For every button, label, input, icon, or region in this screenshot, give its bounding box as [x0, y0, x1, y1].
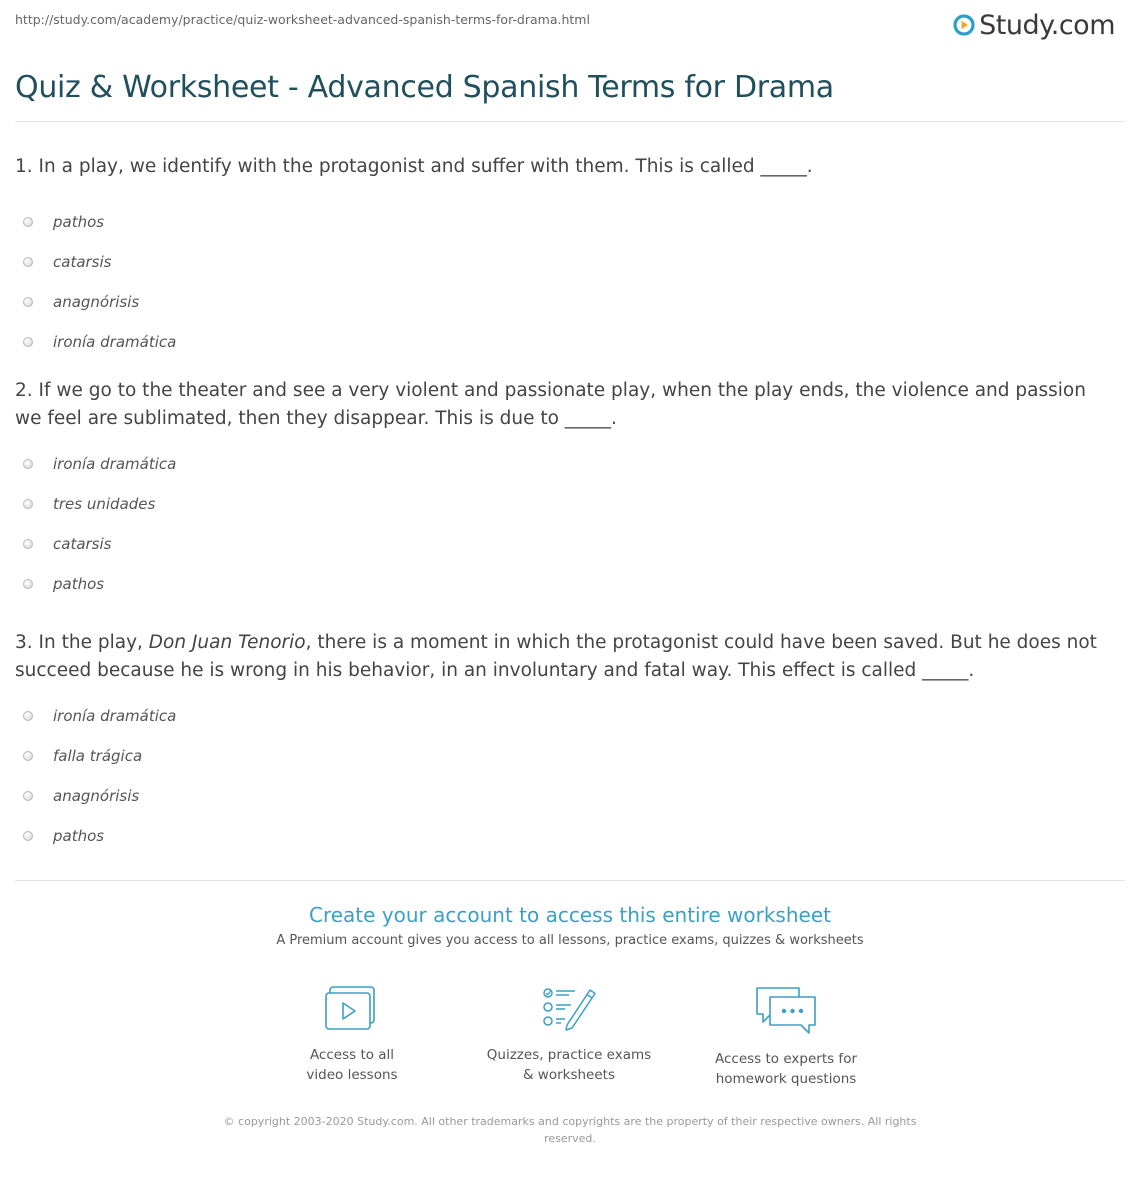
study-logo[interactable] [953, 8, 1115, 42]
feature-label: Access to experts for homework questions [714, 1051, 857, 1087]
question-text [15, 153, 1110, 181]
feature-quizzes [469, 985, 669, 1085]
radio-button[interactable] [23, 337, 33, 347]
radio-button[interactable] [23, 831, 33, 841]
radio-button[interactable] [23, 459, 33, 469]
answer-choice[interactable] [15, 736, 1110, 776]
answer-choice[interactable] [15, 816, 1110, 856]
logo-text: Study.com [979, 9, 1115, 41]
quiz-checklist-icon [541, 985, 597, 1033]
answer-choice[interactable] [15, 444, 1110, 484]
cta-subtitle: A Premium account gives you access to all lessons, practice exams, quizzes & worksheets [276, 933, 864, 948]
answer-choices [15, 444, 1110, 604]
feature-experts [686, 985, 886, 1089]
radio-button[interactable] [23, 751, 33, 761]
question-body-start: In the play, [38, 632, 149, 653]
radio-button[interactable] [23, 711, 33, 721]
play-circle-icon [953, 14, 975, 36]
answer-choice[interactable] [15, 524, 1110, 564]
radio-button[interactable] [23, 579, 33, 589]
question-number: 2. [15, 380, 33, 401]
feature-label: Access to all video lessons [306, 1047, 398, 1083]
answer-choices [15, 202, 1110, 362]
question-text [15, 629, 1110, 685]
question-2 [15, 377, 1110, 604]
title-divider [15, 121, 1125, 122]
answer-choice[interactable] [15, 776, 1110, 816]
choice-label: catarsis [53, 253, 112, 271]
answer-choice[interactable] [15, 282, 1110, 322]
page-url: http://study.com/academy/practice/quiz-worksheet-advanced-spanish-terms-for-drama.html [15, 12, 590, 27]
feature-video-lessons [252, 985, 452, 1085]
cta-title-link[interactable]: Create your account to access this entire worksheet [309, 903, 831, 927]
choice-label: pathos [53, 213, 105, 231]
choice-label: ironía dramática [53, 707, 177, 725]
question-number: 1. [15, 156, 33, 177]
radio-button[interactable] [23, 499, 33, 509]
choice-label: anagnórisis [53, 787, 140, 805]
answer-choice[interactable] [15, 322, 1110, 362]
choice-label: ironía dramática [53, 455, 177, 473]
radio-button[interactable] [23, 539, 33, 549]
choice-label: pathos [53, 827, 105, 845]
choice-label: falla trágica [53, 747, 143, 765]
radio-button[interactable] [23, 297, 33, 307]
choice-label: pathos [53, 575, 105, 593]
feature-label: Quizzes, practice exams & worksheets [486, 1047, 652, 1083]
radio-button[interactable] [23, 791, 33, 801]
answer-choice[interactable] [15, 564, 1110, 604]
answer-choice[interactable] [15, 696, 1110, 736]
answer-choices [15, 696, 1110, 856]
radio-button[interactable] [23, 217, 33, 227]
signup-cta [0, 903, 1140, 948]
question-3 [15, 629, 1110, 856]
page-title: Quiz & Worksheet - Advanced Spanish Terms for Drama [15, 70, 834, 105]
choice-label: catarsis [53, 535, 112, 553]
question-body: If we go to the theater and see a very violent and passionate play, when the play ends, the violence and passion we feel are sublimated, then they disappear. This is due to _____. [15, 380, 1086, 429]
answer-choice[interactable] [15, 202, 1110, 242]
question-text [15, 377, 1110, 433]
copyright-notice: © copyright 2003-2020 Study.com. All other trademarks and copyrights are the property of their respective owners. All rights reserved. [223, 1115, 917, 1145]
question-body-end: , there is a moment in which the protagonist could have been saved. But he does not succeed because he is wrong in his behavior, in an involuntary and fatal way. This effect is called _____. [15, 632, 1097, 681]
content-divider [15, 880, 1125, 881]
choice-label: tres unidades [53, 495, 156, 513]
question-body: In a play, we identify with the protagonist and suffer with them. This is called _____. [38, 156, 813, 177]
answer-choice[interactable] [15, 484, 1110, 524]
question-1 [15, 153, 1110, 362]
play-title: Don Juan Tenorio [148, 632, 306, 653]
answer-choice[interactable] [15, 242, 1110, 282]
radio-button[interactable] [23, 257, 33, 267]
video-lesson-icon [325, 985, 379, 1033]
choice-label: ironía dramática [53, 333, 177, 351]
chat-bubbles-icon [754, 985, 818, 1037]
question-number: 3. [15, 632, 33, 653]
choice-label: anagnórisis [53, 293, 140, 311]
